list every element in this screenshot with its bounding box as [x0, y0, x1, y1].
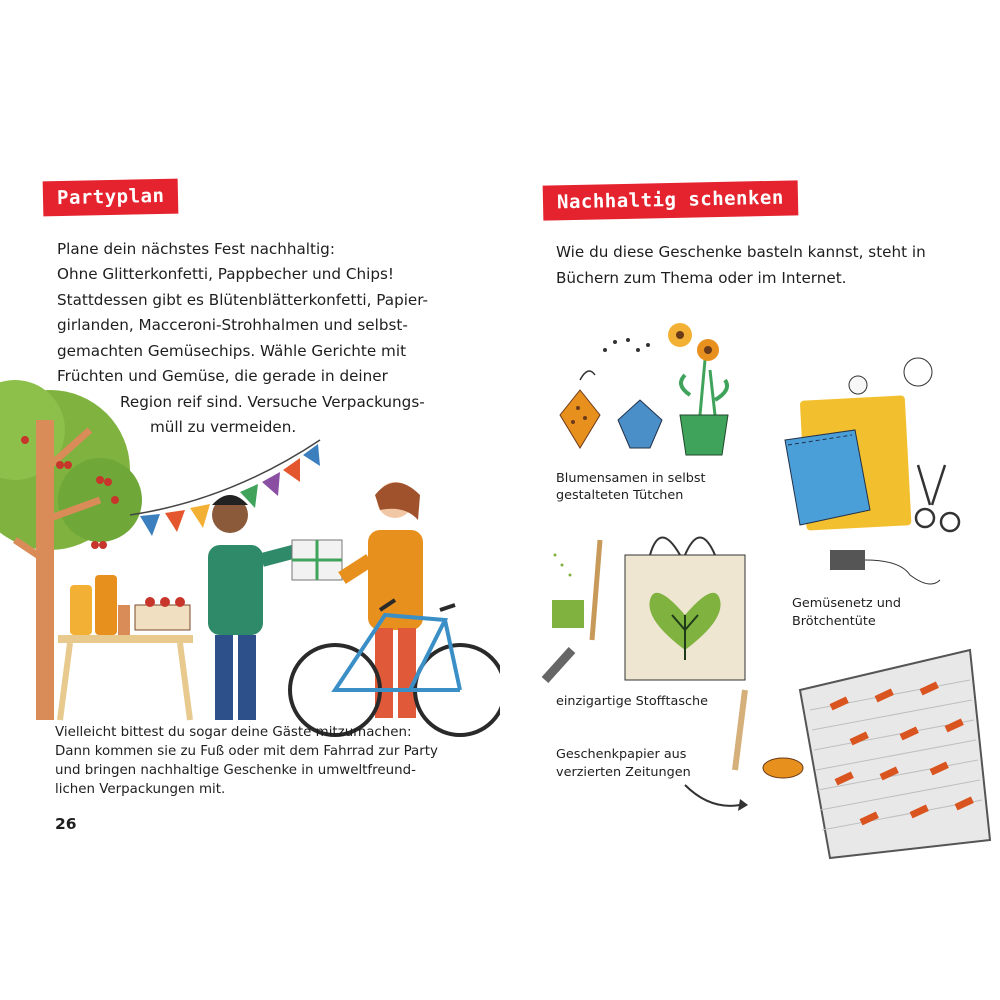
host-person-icon: [342, 482, 423, 718]
intro-line: Früchten und Gemüse, die gerade in deiner: [57, 367, 388, 385]
newspaper-wrapping-icon: [800, 650, 990, 858]
seed-packet-icon: [560, 390, 662, 448]
caption-bag: einzigartige Stofftasche: [556, 694, 709, 709]
intro-line: Region reif sind. Versuche Verpackungs-: [120, 393, 425, 411]
intro-line: Wie du diese Geschenke basteln kannst, steht in: [556, 243, 926, 261]
caption-seeds: Blumensamen in selbst: [556, 471, 706, 486]
intro-line: Büchern zum Thema oder im Internet.: [556, 269, 847, 287]
intro-line: Ohne Glitterkonfetti, Pappbecher und Chips!: [57, 265, 394, 283]
caption-paper: Geschenkpapier aus: [556, 747, 687, 762]
intro-line: Stattdessen gibt es Blütenblätterkonfetti, Papier-: [57, 291, 429, 309]
table-icon: [58, 575, 193, 720]
glue-bowl-icon: [763, 758, 803, 778]
intro-line: girlanden, Macceroni-Strohhalmen und selbst-: [57, 316, 408, 334]
paint-pot-icon: [552, 600, 584, 628]
caption-seeds: gestalteten Tütchen: [556, 488, 684, 503]
arrow-icon: [685, 785, 740, 806]
bottom-line: Vielleicht bittest du sogar deine Gäste mitzumachen:: [55, 725, 412, 740]
seeds-icon: [603, 338, 650, 352]
page-number: 26: [55, 815, 77, 833]
apple-icon: [849, 376, 867, 394]
twine-icon: [830, 550, 940, 584]
caption-paper: verzierten Zeitungen: [556, 765, 691, 780]
bottom-line: und bringen nachhaltige Geschenke in umweltfreund-: [55, 763, 416, 778]
flower-pot-icon: [668, 323, 728, 455]
bottom-line: lichen Verpackungen mit.: [55, 782, 226, 797]
heading-nachhaltig-schenken: Nachhaltig schenken: [543, 180, 799, 220]
caption-net: Gemüsenetz und: [792, 596, 902, 611]
intro-line: Plane dein nächstes Fest nachhaltig:: [57, 240, 335, 258]
glue-brush-icon: [735, 690, 745, 770]
intro-line: müll zu vermeiden.: [150, 418, 297, 436]
tote-bag-icon: [625, 538, 745, 681]
scissors-icon: [916, 465, 959, 531]
guest-person-icon: [208, 495, 300, 720]
right-page: [500, 0, 1000, 1000]
bottom-line: Dann kommen sie zu Fuß oder mit dem Fahrrad zur Party: [55, 744, 438, 759]
caption-net: Brötchentüte: [792, 614, 876, 629]
heading-partyplan: Partyplan: [43, 179, 179, 217]
tree-icon: [0, 380, 142, 720]
intro-line: gemachten Gemüsechips. Wähle Gerichte mit: [57, 342, 407, 360]
paint-tube-icon: [545, 650, 572, 680]
paintbrush-icon: [592, 540, 600, 640]
produce-bag-icon: [785, 395, 911, 530]
pretzel-icon: [904, 358, 932, 386]
